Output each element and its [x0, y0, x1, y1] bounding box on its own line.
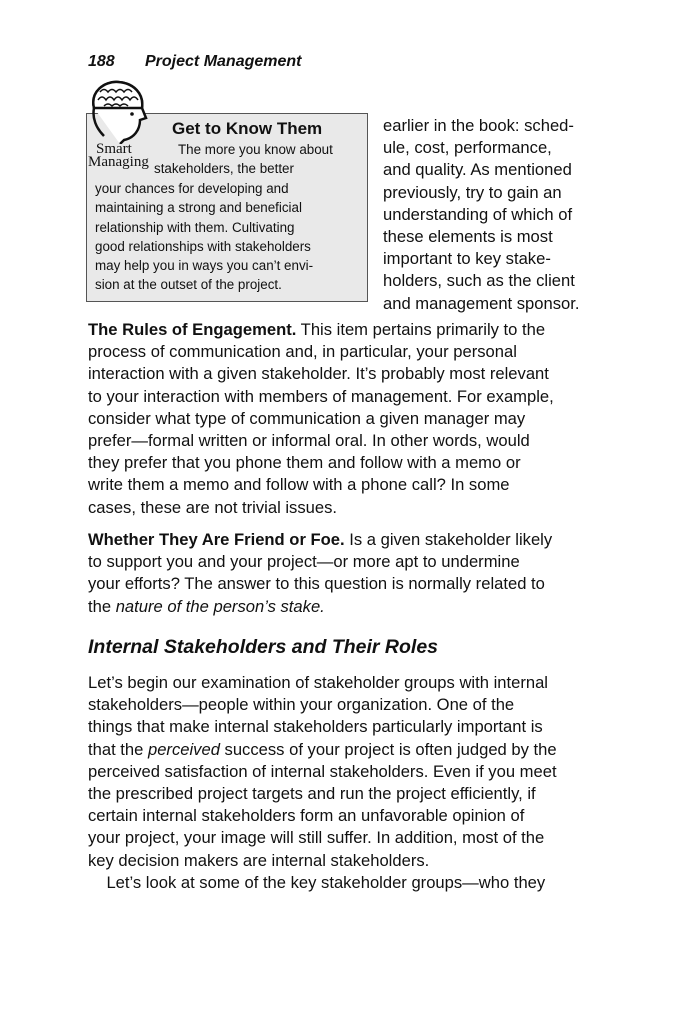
managing-logo-text: Managing: [88, 154, 149, 170]
body-text-line: [88, 387, 554, 407]
body-text-line: [88, 851, 429, 871]
text-run: write them a memo and follow with a phone call? In some: [88, 475, 510, 495]
text-run: that the: [88, 739, 148, 759]
body-text-line: [88, 320, 545, 340]
text-run: perceived satisfaction of internal stakeholders. Even if you meet: [88, 761, 557, 781]
body-text-line: and quality. As mentioned: [383, 160, 572, 180]
body-text-line: ule, cost, performance,: [383, 138, 552, 158]
sidebar-text-line: good relationships with stakeholders: [95, 239, 311, 254]
body-text-line: [88, 717, 543, 737]
text-run: your project, your image will still suffer. In addition, most of the: [88, 828, 545, 848]
text-run: Let’s begin our examination of stakeholder groups with internal: [88, 673, 548, 692]
body-text-line: [88, 530, 552, 550]
text-run: to support you and your project—or more apt to undermine: [88, 552, 520, 572]
body-text-line: [88, 475, 510, 495]
text-run: the: [88, 596, 116, 616]
body-text-line: [88, 552, 520, 572]
sidebar-text-line: relationship with them. Cultivating: [95, 220, 295, 235]
body-text-line: [88, 498, 337, 518]
text-run: things that make internal stakeholders particularly important is: [88, 717, 543, 737]
body-text-line: and management sponsor.: [383, 293, 580, 313]
body-text-line: [88, 873, 545, 893]
body-text-line: [88, 453, 521, 473]
body-text-line: understanding of which of: [383, 204, 573, 224]
text-run: consider what type of communication a given manager may: [88, 408, 526, 428]
sidebar-title: Get to Know Them: [172, 119, 323, 138]
text-run: interaction with a given stakeholder. It’s probably most relevant: [88, 364, 549, 384]
text-run: cases, these are not trivial issues.: [88, 497, 338, 517]
sidebar-text-line: maintaining a strong and beneficial: [95, 200, 302, 215]
body-text-line: [88, 597, 325, 617]
body-text-line: [88, 431, 530, 451]
sidebar-text-line: The more you know about: [178, 142, 333, 157]
body-text-line: [88, 695, 514, 715]
sidebar-text-line: sion at the outset of the project.: [95, 277, 282, 292]
body-text-line: [88, 740, 557, 760]
text-run: stakeholders—people within your organization. One of the: [88, 695, 515, 715]
body-text-line: these elements is most: [383, 227, 553, 246]
body-text-line: holders, such as the client: [383, 271, 575, 291]
body-text-line: [88, 342, 517, 362]
body-text-line: [88, 806, 524, 826]
sidebar-text-line: stakeholders, the better: [154, 161, 294, 176]
smart-logo-text: Smart: [96, 141, 132, 157]
body-text-line: earlier in the book: sched-: [383, 116, 574, 135]
body-text-line: [88, 784, 536, 804]
text-run: key decision makers are internal stakeholders.: [88, 850, 430, 870]
body-text-line: [88, 762, 557, 782]
text-run: they prefer that you phone them and follow with a memo or: [88, 453, 521, 473]
page-number: 188: [88, 53, 115, 70]
brain-head-icon: [86, 78, 148, 144]
section-heading: Internal Stakeholders and Their Roles: [88, 636, 439, 658]
run-in-heading: The Rules of Engagement.: [88, 320, 297, 339]
text-run: to your interaction with members of management. For example,: [88, 386, 554, 406]
text-run: your efforts? The answer to this question is normally related to: [88, 574, 545, 594]
text-run: Let’s look at some of the key stakeholder groups—who they: [88, 872, 546, 892]
sidebar-text-line: may help you in ways you can’t envi-: [95, 258, 314, 273]
body-text-line: previously, try to gain an: [383, 182, 562, 202]
text-run: This item pertains primarily to the: [296, 320, 546, 339]
emphasis-text: nature of the person’s stake.: [115, 596, 325, 616]
text-run: process of communication and, in particular, your personal: [88, 342, 517, 362]
running-header: Project Management: [145, 53, 302, 70]
text-run: the prescribed project targets and run the project efficiently, if: [88, 784, 536, 803]
text-run: prefer—formal written or informal oral. In other words, would: [88, 431, 530, 450]
body-text-line: [88, 828, 544, 848]
body-text-line: [88, 409, 525, 429]
body-text-line: [88, 673, 548, 693]
text-run: success of your project is often judged by the: [219, 739, 557, 759]
sidebar-text-line: your chances for developing and: [95, 181, 289, 196]
text-run: certain internal stakeholders form an unfavorable opinion of: [88, 806, 525, 826]
body-text-line: [88, 574, 545, 594]
body-text-line: important to key stake-: [383, 249, 551, 269]
emphasis-text: perceived: [147, 739, 220, 759]
body-text-line: [88, 364, 549, 384]
text-run: Is a given stakeholder likely: [344, 530, 553, 549]
run-in-heading: Whether They Are Friend or Foe.: [88, 530, 345, 549]
